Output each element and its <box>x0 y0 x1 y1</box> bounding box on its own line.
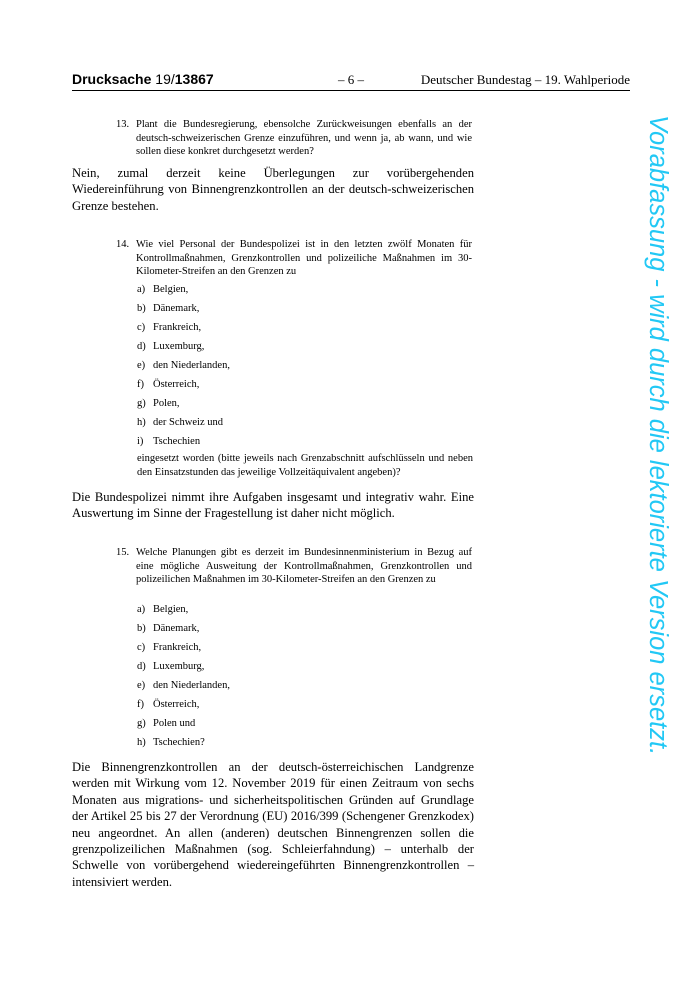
list-item: b) Dänemark, <box>137 623 200 634</box>
list-item: c) Frankreich, <box>137 322 202 333</box>
institution-label: Deutscher Bundestag – 19. Wahlperiode <box>420 72 630 87</box>
answer-15: Die Binnengrenzkontrollen an der deutsch-österreichischen Landgrenze werden mit Wirkung vom 12. November 2019 für einen Zeitraum von sechs Monaten aus migrations- und sicherheitspolitischen Gründen auf Grundlage der Artikel 25 bis 27 der Verordnung (EU) 2016/399 (Schengener Grenzkodex) neu angeordnet. An allen (anderen) deutschen Binnengrenzen sollen die grenzpolizeilichen Maßnahmen (sog. Schleierfahndung) – unterhalb der Schwelle von vorübergehend wiedereingeführten Binnengrenzkontrollen – intensiviert werden. <box>72 760 474 889</box>
page-header <box>72 70 630 91</box>
list-item: c) Frankreich, <box>137 642 202 653</box>
drucksache-label: Drucksache <box>72 71 152 87</box>
question-number: 14. <box>116 239 130 250</box>
list-item: d) Luxemburg, <box>137 341 205 352</box>
answer-13: Nein, zumal derzeit keine Überlegungen zur vorübergehenden Wiedereinführung von Binnengrenzkontrollen an der deutsch-schweizerischen Grenze bestehen. <box>72 166 474 213</box>
question-15 <box>116 546 472 587</box>
list-item: d) Luxemburg, <box>137 661 205 672</box>
list-item: e) den Niederlanden, <box>137 680 230 691</box>
list-item: i) Tschechien <box>137 436 201 447</box>
watermark-text: Vorabfassung - wird durch die lektorierte Version ersetzt. <box>644 115 672 756</box>
list-item: a) Belgien, <box>137 284 189 295</box>
list-item: g) Polen, <box>137 398 180 409</box>
question-14-continuation: eingesetzt worden (bitte jeweils nach Grenzabschnitt aufschlüsseln und neben den Einsatzstunden das jeweilige Vollzeitäquivalent angeben)? <box>137 453 473 478</box>
list-item: h) der Schweiz und <box>137 417 223 428</box>
page-number: – 6 – <box>338 72 364 87</box>
list-item: e) den Niederlanden, <box>137 360 230 371</box>
drucksache-reference <box>72 70 214 88</box>
list-item: g) Polen und <box>137 718 196 729</box>
list-item: f) Österreich, <box>137 379 200 390</box>
question-14 <box>116 238 472 279</box>
question-text: Wie viel Personal der Bundespolizei ist in den letzten zwölf Monaten für Kontrollmaßnahmen, Grenzkontrollen und polizeiliche Maßnahmen im 30-Kilometer-Streifen an den Grenzen zu <box>136 239 472 278</box>
question-text: Welche Planungen gibt es derzeit im Bundesinnenministerium in Bezug auf eine mögliche Ausweitung der Kontrollmaßnahmen, Grenzkontrollen und polizeilichen Maßnahmen im 30-Kilometer-Streifen an den Grenzen zu <box>136 547 472 586</box>
drucksache-number: 13867 <box>174 71 214 87</box>
draft-watermark <box>643 115 673 875</box>
question-13 <box>116 118 472 159</box>
answer-14: Die Bundespolizei nimmt ihre Aufgaben insgesamt und integrativ wahr. Eine Auswertung im Sinne der Fragestellung ist daher nicht möglich. <box>72 490 474 521</box>
question-text: Plant die Bundesregierung, ebensolche Zurückweisungen ebenfalls an der deutsch-schweizerischen Grenze einzuführen, und wenn ja, ab wann, und wie sollen diese konkret durchgesetzt werden? <box>136 119 472 158</box>
drucksache-period: 19/ <box>155 71 175 87</box>
list-item: h) Tschechien? <box>137 737 205 748</box>
question-number: 15. <box>116 547 130 558</box>
list-item: b) Dänemark, <box>137 303 200 314</box>
question-number: 13. <box>116 119 130 130</box>
list-item: a) Belgien, <box>137 604 189 615</box>
list-item: f) Österreich, <box>137 699 200 710</box>
